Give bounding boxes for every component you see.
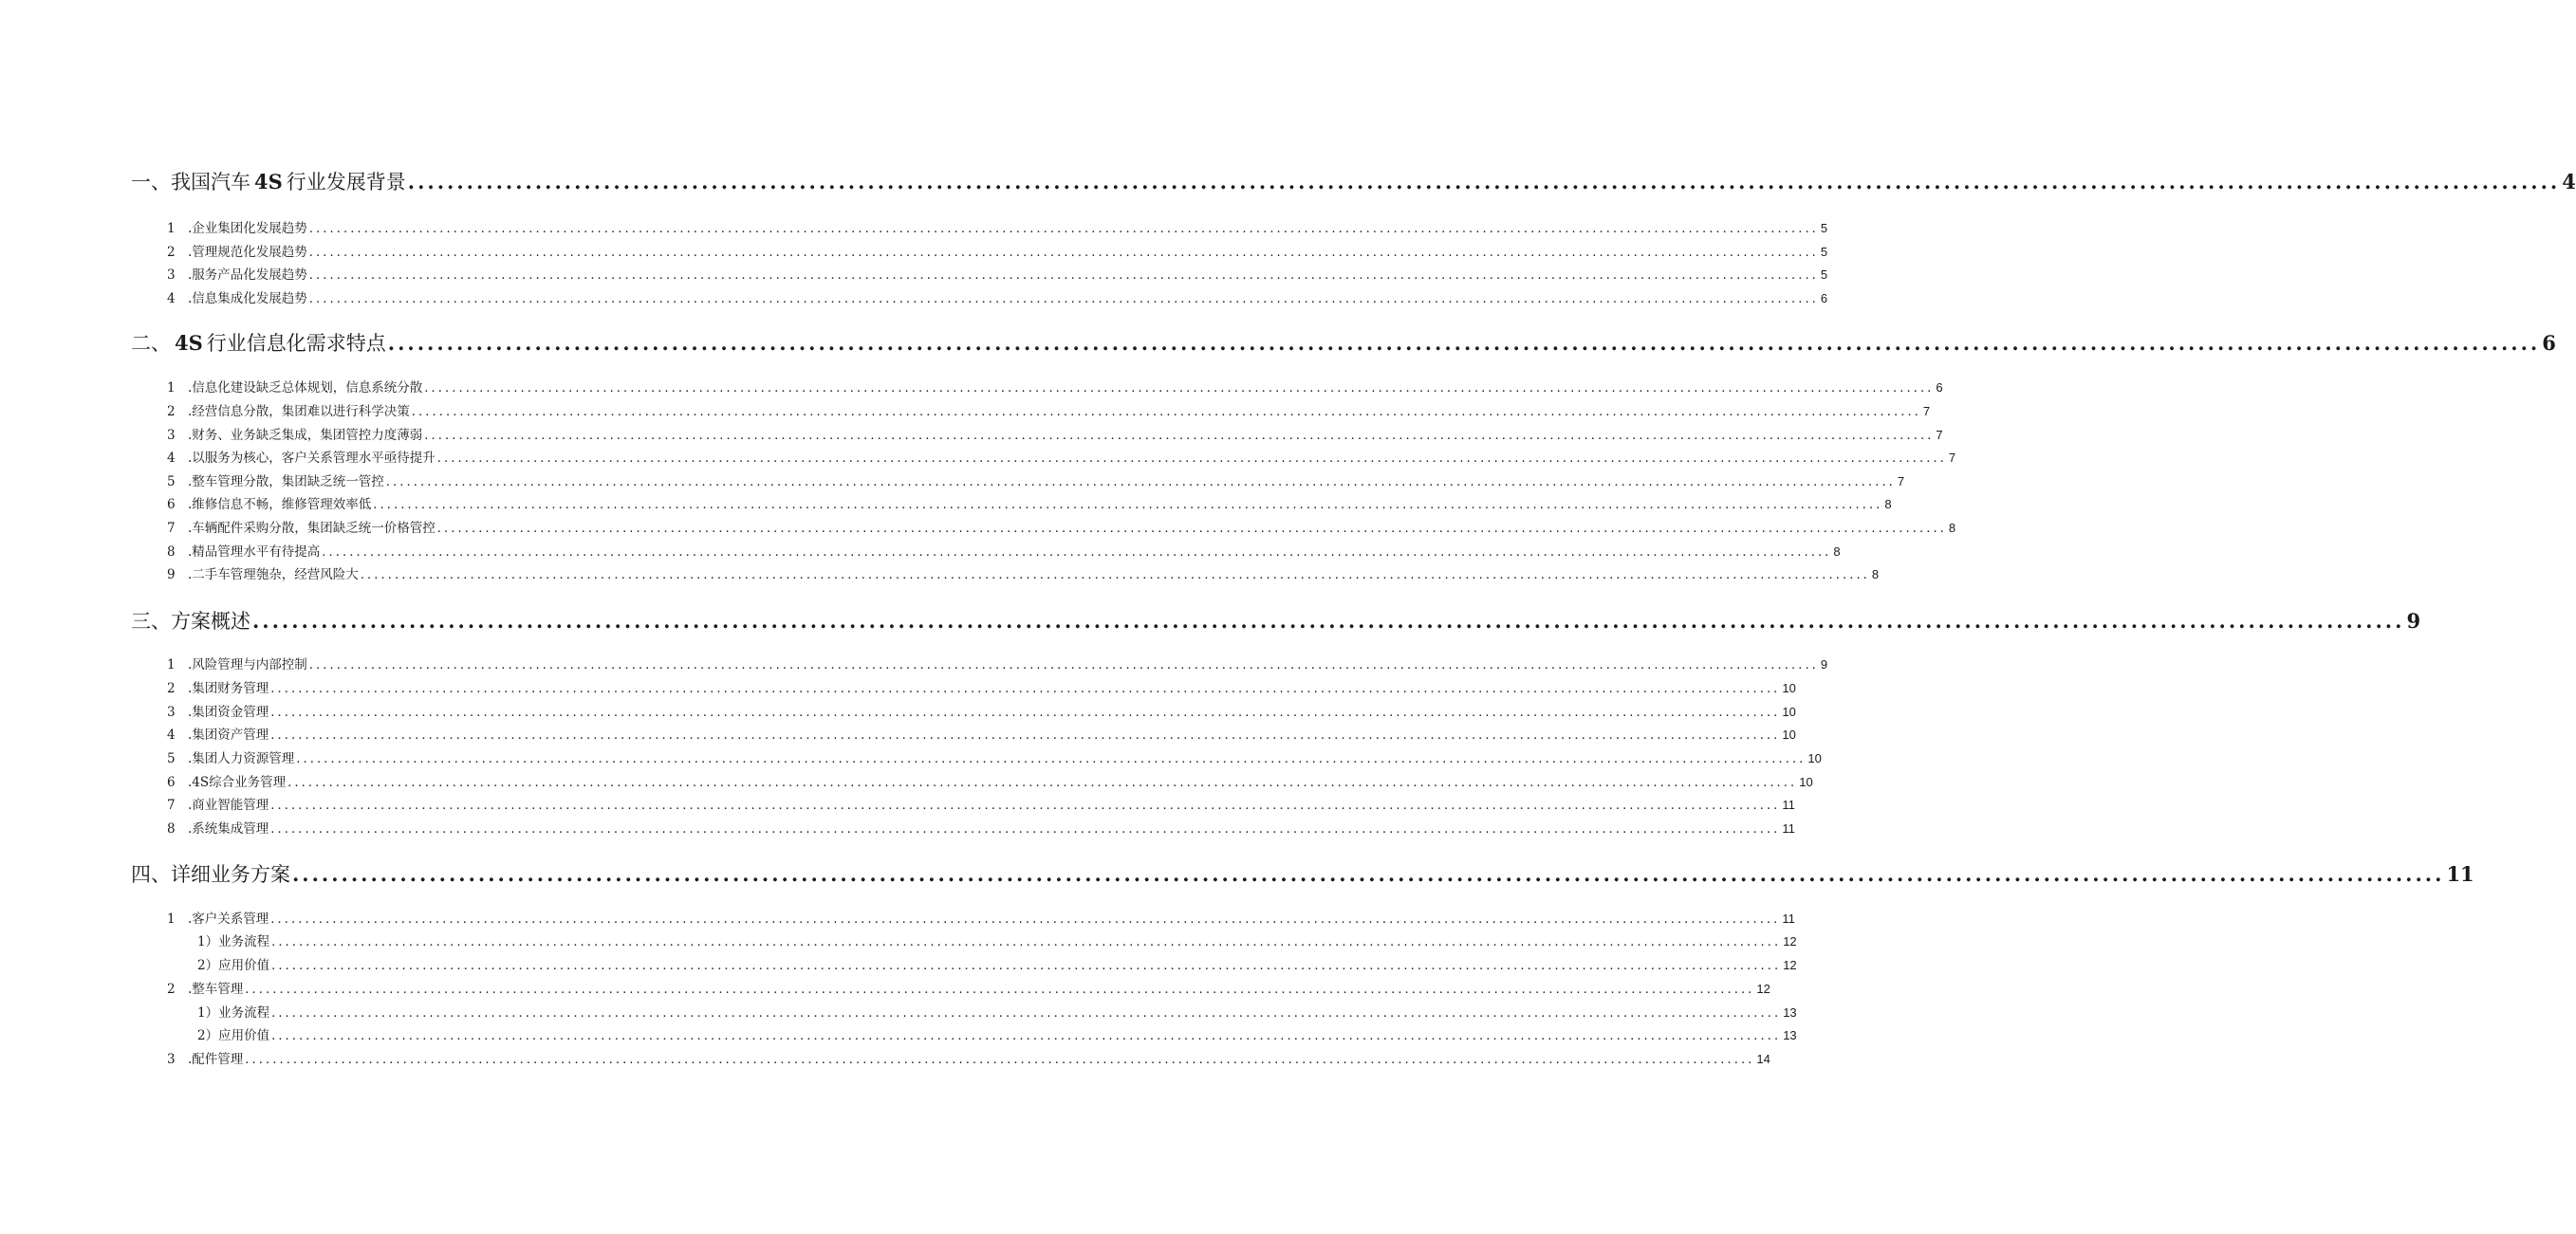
toc-item-entry[interactable] (167, 908, 1795, 927)
leader-dots: ............................................................................................................................................................................................................................ (270, 682, 1781, 696)
page-number: 9 (1820, 657, 1828, 672)
item-number: 1 (167, 657, 176, 672)
leader-dots: ............................................................................................................................................................................................................................ (292, 862, 2445, 886)
section-title-text: 一、我国汽车 (131, 171, 250, 193)
toc-section-entry[interactable] (131, 328, 2556, 357)
item-text: .以服务为核心，客户关系管理水平亟待提升 (188, 451, 436, 466)
toc-item-entry[interactable] (167, 563, 1880, 582)
item-number: 1 (167, 380, 176, 396)
item-text: .配件管理 (188, 1052, 244, 1067)
leader-dots: ............................................................................................................................................................................................................................ (271, 1029, 1782, 1043)
toc-section-entry[interactable] (131, 167, 2576, 195)
item-text: .经营信息分散，集团难以进行科学决策 (188, 404, 410, 419)
section-title (131, 167, 406, 195)
item-number: 7 (167, 521, 176, 536)
toc-item-entry[interactable] (167, 517, 1956, 536)
leader-dots: ............................................................................................................................................................................................................................ (385, 475, 1896, 489)
item-text: .精品管理水平有待提高 (188, 544, 321, 560)
item-text: .集团人力资源管理 (188, 751, 295, 766)
section-title-bold: 4S (175, 331, 203, 355)
leader-dots: ............................................................................................................................................................................................................................ (245, 1053, 1755, 1067)
item-number: 3 (167, 428, 176, 443)
subitem-text: 2）应用价值 (197, 1028, 270, 1043)
entry-label (167, 447, 436, 466)
toc-section-entry[interactable] (131, 859, 2474, 888)
entry-label (197, 954, 269, 973)
entry-label (167, 654, 307, 672)
item-number: 1 (167, 221, 176, 236)
page-number: 8 (1948, 521, 1956, 535)
entry-label (167, 747, 294, 766)
item-number: 3 (167, 705, 176, 720)
leader-dots: ............................................................................................................................................................................................................................ (270, 822, 1781, 837)
leader-dots: ............................................................................................................................................................................................................................ (424, 381, 1935, 396)
page-number: 6 (1820, 291, 1828, 305)
section-title-text: 二、 (131, 332, 171, 355)
item-text: .车辆配件采购分散，集团缺乏统一价格管控 (188, 521, 436, 536)
page-number: 10 (1782, 681, 1796, 695)
subitem-text: 1）业务流程 (197, 934, 270, 949)
entry-label (197, 1024, 269, 1043)
toc-item-entry[interactable] (167, 264, 1828, 283)
leader-dots: ............................................................................................................................................................................................................................ (360, 568, 1870, 582)
leader-dots: ............................................................................................................................................................................................................................ (270, 706, 1781, 720)
toc-item-entry[interactable] (167, 217, 1828, 236)
leader-dots: ............................................................................................................................................................................................................................ (436, 451, 1947, 466)
entry-label (197, 930, 269, 949)
page-number: 8 (1871, 567, 1880, 581)
item-text: .集团财务管理 (188, 681, 269, 696)
toc-subitem-entry[interactable] (197, 1002, 1797, 1021)
toc-item-entry[interactable] (167, 541, 1841, 560)
toc-item-entry[interactable] (167, 978, 1770, 997)
subitem-text: 1）业务流程 (197, 1005, 270, 1021)
entry-label (167, 287, 307, 306)
item-text: .信息集成化发展趋势 (188, 291, 307, 306)
item-number: 3 (167, 1052, 176, 1067)
item-text: .财务、业务缺乏集成，集团管控力度薄弱 (188, 428, 423, 443)
entry-label (167, 241, 307, 260)
leader-dots: ............................................................................................................................................................................................................................ (436, 522, 1947, 536)
entry-label (167, 217, 307, 236)
page-number: 12 (1783, 958, 1797, 972)
toc-subitem-entry[interactable] (197, 1024, 1797, 1043)
item-number: 3 (167, 267, 176, 283)
item-number: 2 (167, 982, 176, 997)
leader-dots: ............................................................................................................................................................................................................................ (308, 222, 1819, 236)
page-number: 13 (1783, 1028, 1797, 1042)
item-text: .服务产品化发展趋势 (188, 267, 307, 283)
entry-label (167, 517, 436, 536)
leader-dots: ............................................................................................................................................................................................................................ (308, 268, 1819, 283)
item-text: .集团资金管理 (188, 705, 269, 720)
page-number: 11 (2446, 862, 2474, 886)
page-number: 8 (1833, 544, 1841, 559)
page-number: 11 (1782, 912, 1795, 926)
page-number: 10 (1782, 705, 1796, 719)
item-number: 6 (167, 775, 176, 790)
entry-label (167, 818, 269, 837)
item-number: 5 (167, 751, 176, 766)
page-number: 7 (1922, 404, 1931, 418)
page-number: 9 (2406, 609, 2421, 633)
toc-item-entry[interactable] (167, 677, 1796, 696)
page-number: 5 (1820, 221, 1828, 235)
leader-dots: ............................................................................................................................................................................................................................ (407, 170, 2561, 193)
item-number: 4 (167, 728, 176, 743)
entry-label (167, 400, 410, 419)
page-number: 7 (1897, 474, 1905, 488)
page-number: 10 (1807, 751, 1822, 765)
entry-label (167, 563, 359, 582)
entry-label (167, 541, 320, 560)
item-number: 2 (167, 404, 176, 419)
toc-item-entry[interactable] (167, 493, 1892, 512)
leader-dots: ............................................................................................................................................................................................................................ (287, 776, 1798, 790)
entry-label (167, 264, 307, 283)
toc-subitem-entry[interactable] (197, 930, 1797, 949)
page-number: 5 (1820, 245, 1828, 259)
leader-dots: ............................................................................................................................................................................................................................ (271, 959, 1782, 973)
page-number: 12 (1783, 934, 1797, 949)
page-number: 6 (2542, 331, 2556, 355)
entry-label (167, 677, 269, 696)
page-number: 5 (1820, 267, 1828, 282)
toc-item-entry[interactable] (167, 424, 1943, 443)
leader-dots: ............................................................................................................................................................................................................................ (308, 292, 1819, 306)
entry-label (167, 493, 371, 512)
item-number: 8 (167, 544, 176, 560)
item-text: .二手车管理匏杂，经营风险大 (188, 567, 359, 582)
toc-item-entry[interactable] (167, 654, 1828, 672)
entry-label (167, 377, 422, 396)
entry-label (167, 771, 286, 790)
section-title-bold: 4S (254, 170, 283, 193)
item-number: 9 (167, 567, 176, 582)
entry-label (167, 1048, 243, 1067)
page-number: 6 (1936, 380, 1943, 395)
toc-item-entry[interactable] (167, 724, 1796, 743)
section-title-rest: 行业发展背景 (286, 171, 406, 193)
toc-item-entry[interactable] (167, 400, 1931, 419)
item-number: 2 (167, 681, 176, 696)
leader-dots: ............................................................................................................................................................................................................................ (373, 498, 1883, 512)
page-number: 14 (1756, 1052, 1770, 1066)
section-title (131, 328, 386, 357)
leader-dots: ............................................................................................................................................................................................................................ (308, 246, 1819, 260)
toc-item-entry[interactable] (167, 447, 1956, 466)
subitem-text: 2）应用价值 (197, 958, 270, 973)
toc-item-entry[interactable] (167, 747, 1822, 766)
toc-item-entry[interactable] (167, 794, 1795, 813)
item-number: 4 (167, 291, 176, 306)
leader-dots: ............................................................................................................................................................................................................................ (270, 799, 1781, 813)
leader-dots: ............................................................................................................................................................................................................................ (270, 728, 1781, 743)
leader-dots: ............................................................................................................................................................................................................................ (322, 545, 1832, 560)
page-number: 8 (1884, 497, 1892, 511)
item-number: 5 (167, 474, 176, 489)
leader-dots: ............................................................................................................................................................................................................................ (252, 609, 2405, 633)
toc-item-entry[interactable] (167, 701, 1796, 720)
leader-dots: ............................................................................................................................................................................................................................ (296, 752, 1807, 766)
item-number: 4 (167, 451, 176, 466)
toc-item-entry[interactable] (167, 771, 1813, 790)
entry-label (197, 1002, 269, 1021)
page-number: 10 (1782, 728, 1796, 742)
item-text: .信息化建设缺乏总体规划，信息系统分散 (188, 380, 423, 396)
toc-item-entry[interactable] (167, 470, 1905, 489)
toc-subitem-entry[interactable] (197, 954, 1797, 973)
section-title (131, 606, 250, 635)
toc-section-entry[interactable] (131, 606, 2421, 635)
toc-item-entry[interactable] (167, 241, 1828, 260)
item-text: .维修信息不畅，维修管理效率低 (188, 497, 372, 512)
item-text: .风险管理与内部控制 (188, 657, 307, 672)
leader-dots: ............................................................................................................................................................................................................................ (308, 658, 1819, 672)
page-number: 4 (2562, 170, 2576, 193)
page-number: 11 (1782, 798, 1795, 812)
item-number: 6 (167, 497, 176, 512)
entry-label (167, 424, 422, 443)
item-text: .系统集成管理 (188, 821, 269, 837)
leader-dots: ............................................................................................................................................................................................................................ (411, 405, 1921, 419)
section-title-text: 四、详细业务方案 (131, 863, 290, 886)
leader-dots: ............................................................................................................................................................................................................................ (271, 1006, 1782, 1021)
page-number: 10 (1799, 775, 1813, 789)
section-title (131, 859, 290, 888)
toc-item-entry[interactable] (167, 1048, 1770, 1067)
item-text: .商业智能管理 (188, 798, 269, 813)
page-number: 7 (1948, 451, 1956, 465)
item-number: 8 (167, 821, 176, 837)
leader-dots: ............................................................................................................................................................................................................................ (245, 983, 1755, 997)
item-number: 2 (167, 245, 176, 260)
item-text: .4S综合业务管理 (188, 775, 287, 790)
item-number: 7 (167, 798, 176, 813)
page-number: 7 (1936, 428, 1943, 442)
leader-dots: ............................................................................................................................................................................................................................ (271, 935, 1782, 949)
page-number: 13 (1783, 1005, 1797, 1020)
entry-label (167, 908, 269, 927)
item-text: .整车管理分散，集团缺乏统一管控 (188, 474, 384, 489)
entry-label (167, 470, 384, 489)
section-title-text: 三、方案概述 (131, 610, 250, 633)
item-text: .整车管理 (188, 982, 244, 997)
entry-label (167, 724, 269, 743)
item-text: .客户关系管理 (188, 912, 269, 927)
item-number: 1 (167, 912, 176, 927)
item-text: .管理规范化发展趋势 (188, 245, 307, 260)
leader-dots: ............................................................................................................................................................................................................................ (270, 912, 1781, 927)
entry-label (167, 794, 269, 813)
entry-label (167, 978, 243, 997)
leader-dots: ............................................................................................................................................................................................................................ (424, 429, 1935, 443)
leader-dots: ............................................................................................................................................................................................................................ (387, 331, 2541, 355)
page-number: 12 (1756, 982, 1770, 996)
entry-label (167, 701, 269, 720)
item-text: .集团资产管理 (188, 728, 269, 743)
toc-item-entry[interactable] (167, 818, 1795, 837)
toc-item-entry[interactable] (167, 287, 1828, 306)
item-text: .企业集团化发展趋势 (188, 221, 307, 236)
page-number: 11 (1782, 821, 1795, 836)
section-title-rest: 行业信息化需求特点 (206, 332, 386, 355)
toc-item-entry[interactable] (167, 377, 1943, 396)
